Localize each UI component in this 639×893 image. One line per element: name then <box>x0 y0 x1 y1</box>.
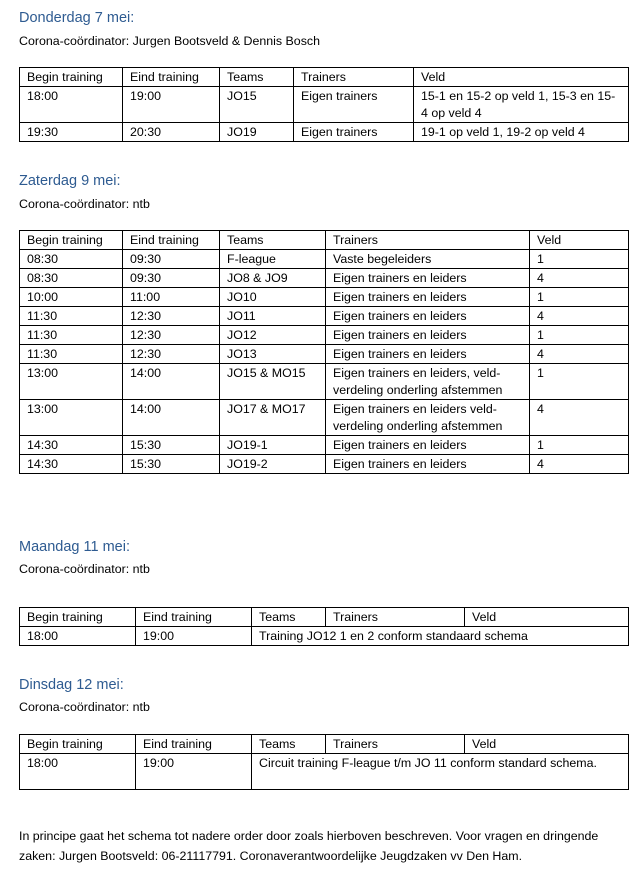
cell-team: JO13 <box>220 345 326 364</box>
cell-begin: 10:00 <box>20 288 123 307</box>
cell-team: JO8 & JO9 <box>220 269 326 288</box>
header-end: Eind training <box>123 231 220 250</box>
header-teams: Teams <box>252 608 326 627</box>
cell-trainers: Eigen trainers en leiders, veld-verdeling onderling afstemmen <box>326 364 530 400</box>
cell-team: JO19 <box>220 123 294 142</box>
table-row <box>20 288 629 307</box>
coordinator-tuesday: Corona-coördinator: ntb <box>19 700 150 714</box>
table-row <box>20 436 629 455</box>
cell-team: JO12 <box>220 326 326 345</box>
cell-field: 4 <box>530 307 629 326</box>
cell-field: 4 <box>530 269 629 288</box>
cell-end: 19:00 <box>136 754 252 790</box>
table-header-row <box>20 735 629 754</box>
table-row <box>20 364 629 400</box>
header-field: Veld <box>465 608 629 627</box>
table-row <box>20 307 629 326</box>
cell-end: 15:30 <box>123 455 220 474</box>
header-teams: Teams <box>220 231 326 250</box>
cell-field: 19-1 op veld 1, 19-2 op veld 4 <box>414 123 629 142</box>
cell-trainers: Eigen trainers en leiders <box>326 345 530 364</box>
table-row <box>20 627 629 646</box>
cell-begin: 18:00 <box>20 627 136 646</box>
footer-note: In principe gaat het schema tot nadere order door zoals hierboven beschreven. Voor vragen en dringende zaken: Jurgen Bootsveld: 06-21117791. Coronaverantwoordelijke Jeugdzaken vv Den Ham. <box>19 829 599 863</box>
cell-end: 14:00 <box>123 400 220 436</box>
header-begin: Begin training <box>20 231 123 250</box>
cell-begin: 11:30 <box>20 307 123 326</box>
cell-team: JO10 <box>220 288 326 307</box>
cell-begin: 18:00 <box>20 87 123 123</box>
cell-trainers: Eigen trainers en leiders <box>326 288 530 307</box>
cell-trainers: Eigen trainers en leiders <box>326 455 530 474</box>
cell-begin: 13:00 <box>20 400 123 436</box>
coordinator-saturday: Corona-coördinator: ntb <box>19 197 150 211</box>
section-heading-tuesday: Dinsdag 12 mei: <box>19 677 124 693</box>
cell-end: 12:30 <box>123 326 220 345</box>
cell-begin: 11:30 <box>20 345 123 364</box>
cell-team: JO15 <box>220 87 294 123</box>
cell-begin: 11:30 <box>20 326 123 345</box>
cell-end: 15:30 <box>123 436 220 455</box>
section-heading-saturday: Zaterdag 9 mei: <box>19 173 121 189</box>
header-end: Eind training <box>136 608 252 627</box>
header-trainers: Trainers <box>294 68 414 87</box>
table-row <box>20 400 629 436</box>
cell-team: JO17 & MO17 <box>220 400 326 436</box>
schedule-table-monday <box>19 607 629 646</box>
cell-trainers: Vaste begeleiders <box>326 250 530 269</box>
cell-team: JO19-1 <box>220 436 326 455</box>
cell-field: 1 <box>530 250 629 269</box>
cell-team: JO15 & MO15 <box>220 364 326 400</box>
schedule-table-saturday <box>19 230 629 474</box>
cell-end: 19:00 <box>123 87 220 123</box>
cell-end: 20:30 <box>123 123 220 142</box>
cell-begin: 19:30 <box>20 123 123 142</box>
cell-description: Circuit training F-league t/m JO 11 conform standard schema. <box>252 754 629 790</box>
table-row <box>20 123 629 142</box>
cell-begin: 18:00 <box>20 754 136 790</box>
cell-field: 1 <box>530 436 629 455</box>
cell-trainers: Eigen trainers <box>294 123 414 142</box>
table-row <box>20 87 629 123</box>
cell-end: 11:00 <box>123 288 220 307</box>
cell-trainers: Eigen trainers en leiders <box>326 307 530 326</box>
cell-trainers: Eigen trainers en leiders <box>326 269 530 288</box>
cell-end: 12:30 <box>123 307 220 326</box>
cell-team: JO19-2 <box>220 455 326 474</box>
cell-end: 12:30 <box>123 345 220 364</box>
cell-team: F-league <box>220 250 326 269</box>
cell-begin: 14:30 <box>20 455 123 474</box>
cell-trainers: Eigen trainers en leiders <box>326 436 530 455</box>
cell-end: 09:30 <box>123 250 220 269</box>
header-trainers: Trainers <box>326 735 465 754</box>
table-header-row <box>20 231 629 250</box>
header-begin: Begin training <box>20 68 123 87</box>
header-begin: Begin training <box>20 735 136 754</box>
cell-begin: 14:30 <box>20 436 123 455</box>
cell-end: 09:30 <box>123 269 220 288</box>
header-trainers: Trainers <box>326 608 465 627</box>
cell-begin: 13:00 <box>20 364 123 400</box>
coordinator-monday: Corona-coördinator: ntb <box>19 562 150 576</box>
cell-field: 1 <box>530 364 629 400</box>
cell-field: 15-1 en 15-2 op veld 1, 15-3 en 15-4 op veld 4 <box>414 87 629 123</box>
table-header-row <box>20 608 629 627</box>
schedule-table-thursday <box>19 67 629 142</box>
cell-field: 4 <box>530 400 629 436</box>
cell-begin: 08:30 <box>20 269 123 288</box>
header-begin: Begin training <box>20 608 136 627</box>
table-header-row <box>20 68 629 87</box>
header-trainers: Trainers <box>326 231 530 250</box>
table-row <box>20 269 629 288</box>
table-row <box>20 455 629 474</box>
table-row <box>20 326 629 345</box>
cell-end: 19:00 <box>136 627 252 646</box>
header-teams: Teams <box>220 68 294 87</box>
header-end: Eind training <box>136 735 252 754</box>
table-row <box>20 345 629 364</box>
cell-trainers: Eigen trainers en leiders veld-verdeling onderling afstemmen <box>326 400 530 436</box>
cell-field: 4 <box>530 455 629 474</box>
cell-trainers: Eigen trainers en leiders <box>326 326 530 345</box>
coordinator-thursday: Corona-coördinator: Jurgen Bootsveld & Dennis Bosch <box>19 34 320 48</box>
cell-begin: 08:30 <box>20 250 123 269</box>
header-field: Veld <box>530 231 629 250</box>
header-field: Veld <box>465 735 629 754</box>
schedule-table-tuesday <box>19 734 629 790</box>
header-teams: Teams <box>252 735 326 754</box>
cell-field: 1 <box>530 326 629 345</box>
cell-description: Training JO12 1 en 2 conform standaard schema <box>252 627 629 646</box>
table-row <box>20 754 629 790</box>
section-heading-thursday: Donderdag 7 mei: <box>19 10 135 26</box>
cell-field: 4 <box>530 345 629 364</box>
cell-end: 14:00 <box>123 364 220 400</box>
table-row <box>20 250 629 269</box>
header-field: Veld <box>414 68 629 87</box>
cell-team: JO11 <box>220 307 326 326</box>
section-heading-monday: Maandag 11 mei: <box>19 539 130 555</box>
cell-trainers: Eigen trainers <box>294 87 414 123</box>
cell-field: 1 <box>530 288 629 307</box>
header-end: Eind training <box>123 68 220 87</box>
